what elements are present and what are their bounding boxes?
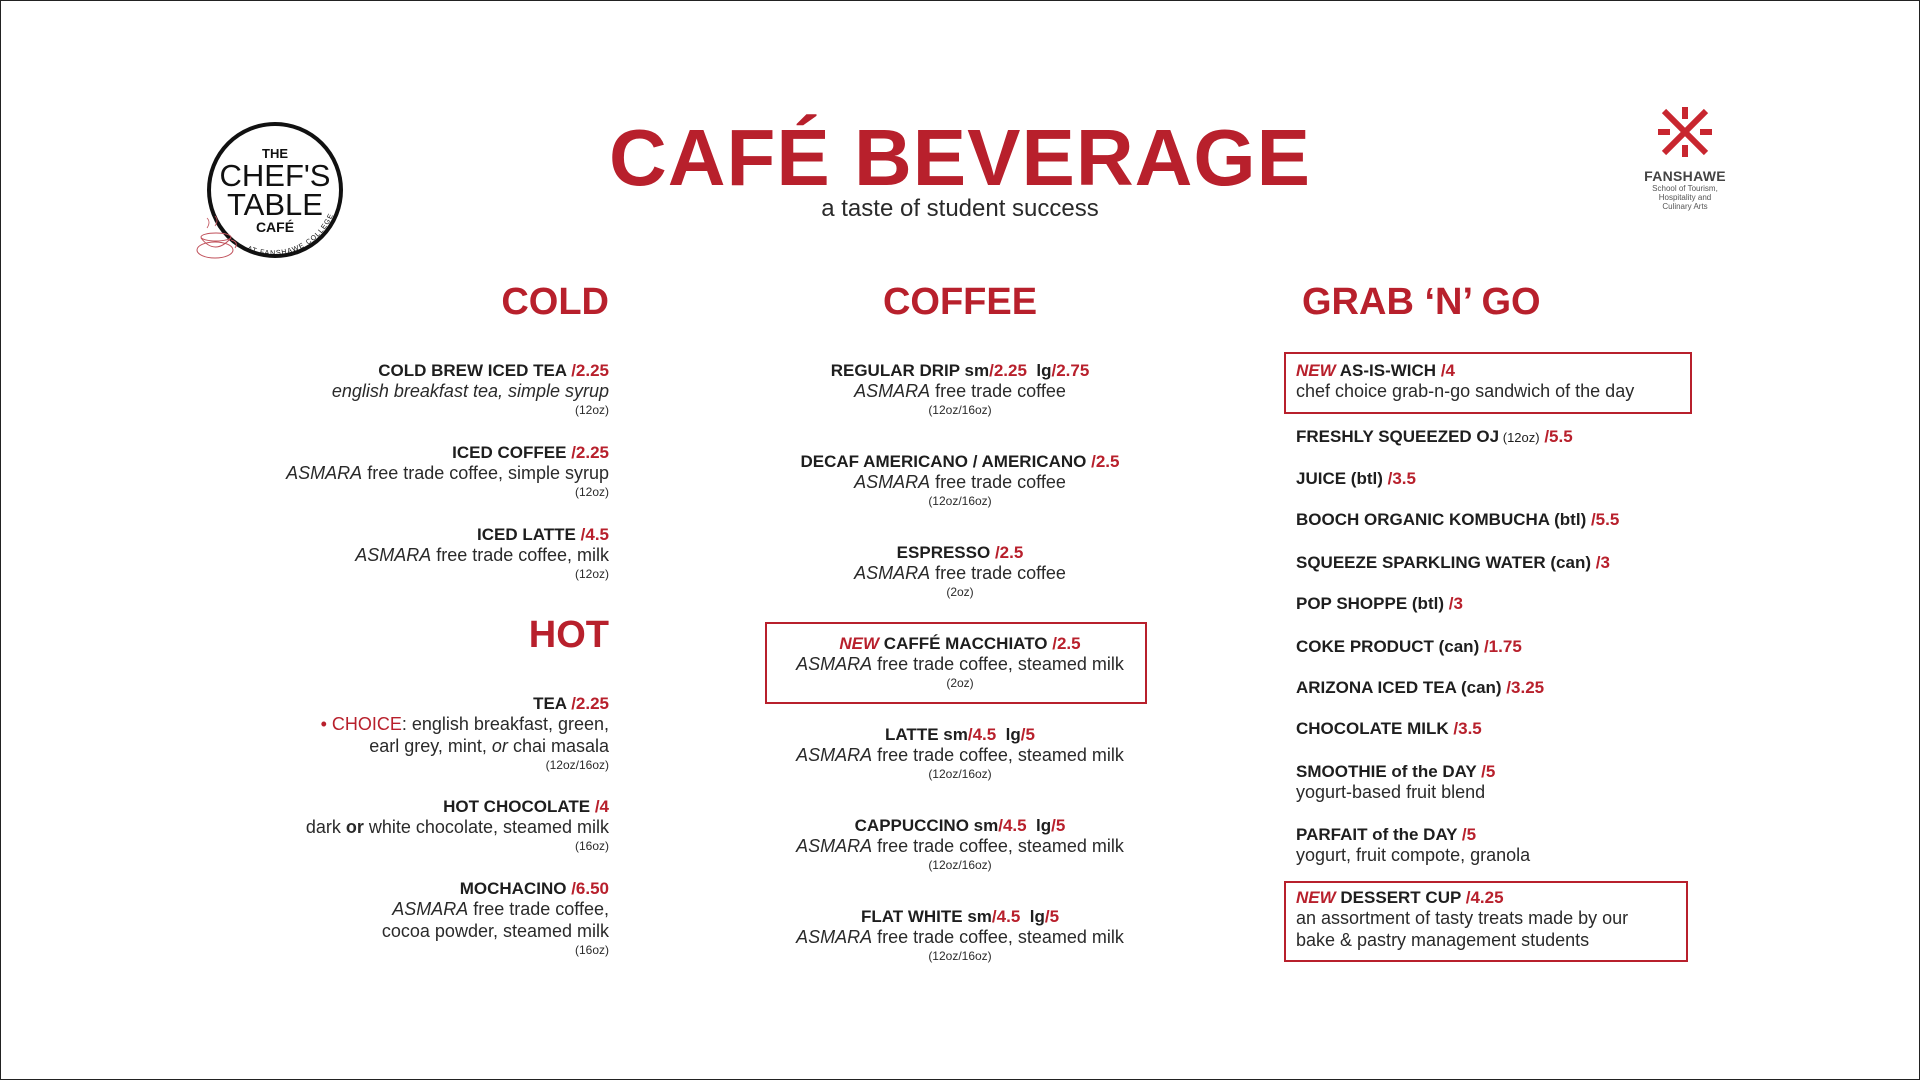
logo-line-cafe: CAFÉ bbox=[255, 219, 295, 235]
menu-item-tea: TEA /2.25 • CHOICE: english breakfast, green, earl grey, mint, or chai masala (12oz/16oz) bbox=[320, 694, 609, 772]
menu-item-coke-product: COKE PRODUCT (can) /1.75 bbox=[1296, 637, 1522, 656]
fanshawe-sub-3: Culinary Arts bbox=[1662, 202, 1708, 212]
logo-line-the: THE bbox=[262, 146, 288, 161]
fanshawe-name: FANSHAWE bbox=[1644, 168, 1726, 184]
heading-grab-n-go: GRAB ‘N’ GO bbox=[1302, 281, 1541, 323]
menu-item-parfait-of-the-day: PARFAIT of the DAY /5 yogurt, fruit compote, granola bbox=[1296, 825, 1531, 866]
page-tagline: a taste of student success bbox=[821, 195, 1099, 222]
menu-item-latte: LATTE sm/4.5 lg/5 ASMARA free trade coffee, steamed milk (12oz/16oz) bbox=[796, 725, 1124, 781]
logo-arc-text: AT FANSHAWE COLLEGE bbox=[246, 212, 336, 258]
menu-item-juice: JUICE (btl) /3.5 bbox=[1296, 469, 1416, 488]
menu-item-flat-white: FLAT WHITE sm/4.5 lg/5 ASMARA free trade coffee, steamed milk (12oz/16oz) bbox=[796, 907, 1124, 963]
fanshawe-sub-2: Hospitality and bbox=[1658, 193, 1712, 203]
menu-item-espresso: ESPRESSO /2.5 ASMARA free trade coffee (2oz) bbox=[854, 543, 1066, 599]
menu-item-squeeze-sparkling-water: SQUEEZE SPARKLING WATER (can) /3 bbox=[1296, 553, 1610, 572]
menu-item-arizona-iced-tea: ARIZONA ICED TEA (can) /3.25 bbox=[1296, 678, 1545, 697]
menu-item-chocolate-milk: CHOCOLATE MILK /3.5 bbox=[1296, 719, 1482, 738]
menu-item-smoothie-of-the-day: SMOOTHIE of the DAY /5 yogurt-based fruit blend bbox=[1296, 762, 1496, 803]
heading-hot: HOT bbox=[528, 614, 609, 656]
menu-item-iced-coffee: ICED COFFEE /2.25 ASMARA free trade coffee, simple syrup (12oz) bbox=[286, 443, 609, 499]
heading-cold: COLD bbox=[501, 281, 609, 323]
menu-item-hot-chocolate: HOT CHOCOLATE /4 dark or white chocolate, steamed milk (16oz) bbox=[305, 797, 609, 853]
menu-item-mochacino: MOCHACINO /6.50 ASMARA free trade coffee, cocoa powder, steamed milk (16oz) bbox=[381, 879, 609, 957]
menu-item-as-is-wich: NEW AS-IS-WICH /4 chef choice grab-n-go sandwich of the day bbox=[1296, 361, 1635, 402]
menu-item-decaf-americano: DECAF AMERICANO / AMERICANO /2.5 ASMARA free trade coffee (12oz/16oz) bbox=[800, 452, 1120, 508]
logo-line-table: TABLE bbox=[227, 187, 323, 222]
menu-item-cold-brew-iced-tea: COLD BREW ICED TEA /2.25 english breakfast tea, simple syrup (12oz) bbox=[331, 361, 609, 417]
menu-item-cappuccino: CAPPUCCINO sm/4.5 lg/5 ASMARA free trade coffee, steamed milk (12oz/16oz) bbox=[796, 816, 1124, 872]
menu-item-pop-shoppe: POP SHOPPE (btl) /3 bbox=[1296, 594, 1463, 613]
menu-item-dessert-cup: NEW DESSERT CUP /4.25 an assortment of tasty treats made by our bake & pastry management students bbox=[1296, 888, 1629, 950]
menu-item-freshly-squeezed-oj: FRESHLY SQUEEZED OJ (12oz) /5.5 bbox=[1296, 427, 1573, 446]
menu-item-iced-latte: ICED LATTE /4.5 ASMARA free trade coffee, milk (12oz) bbox=[355, 525, 609, 581]
logo-line-chefs: CHEF'S bbox=[219, 158, 331, 193]
page-title: CAFÉ BEVERAGE bbox=[609, 113, 1311, 202]
menu-item-regular-drip: REGULAR DRIP sm/2.25 lg/2.75 ASMARA free trade coffee (12oz/16oz) bbox=[830, 361, 1090, 417]
menu-item-caffe-macchiato: NEW CAFFÉ MACCHIATO /2.5 ASMARA free trade coffee, steamed milk (2oz) bbox=[796, 634, 1124, 690]
menu-item-booch-kombucha: BOOCH ORGANIC KOMBUCHA (btl) /5.5 bbox=[1296, 510, 1620, 529]
fanshawe-sub-1: School of Tourism, bbox=[1652, 184, 1718, 193]
heading-coffee: COFFEE bbox=[882, 281, 1038, 323]
